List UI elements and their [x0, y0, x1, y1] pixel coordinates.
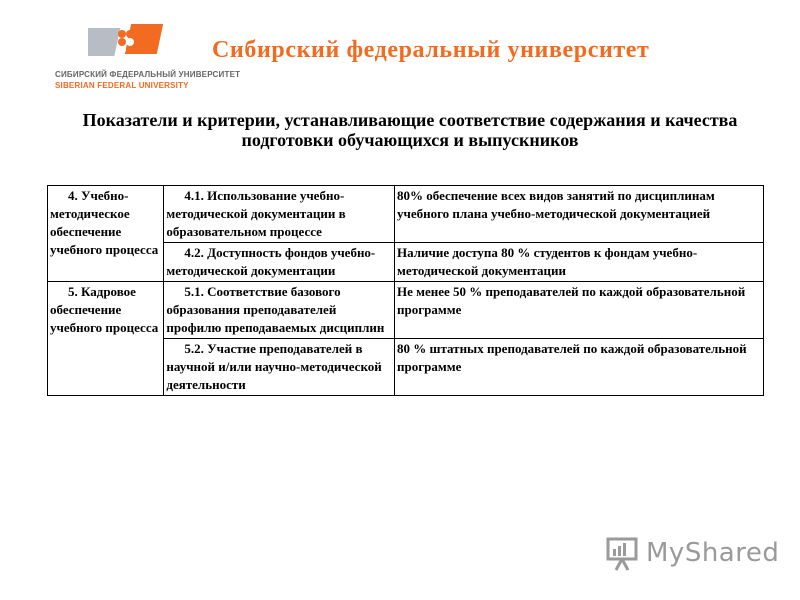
table-row: [48, 282, 764, 339]
presentation-board-icon: [606, 536, 640, 572]
myshared-watermark: [606, 534, 780, 574]
criterion-cell: 80 % штатных преподавателей по каждой образовательной программе: [395, 339, 764, 396]
slide-subtitle: Показатели и критерии, устанавливающие соответствие содержания и качества подготовки обучающихся и выпускников: [82, 110, 738, 150]
indicator-cell: 4.1. Использование учебно-методической документации в образовательном процессе: [164, 186, 395, 243]
university-logo: [55, 20, 241, 100]
logo-text-russian: СИБИРСКИЙ ФЕДЕРАЛЬНЫЙ УНИВЕРСИТЕТ: [55, 70, 241, 79]
criterion-cell: Наличие доступа 80 % студентов к фондам учебно-методической документации: [395, 243, 764, 282]
indicator-cell: 5.2. Участие преподавателей в научной и/или научно-методической деятельности: [164, 339, 395, 396]
group-cell: 4. Учебно-методическое обеспечение учебного процесса: [48, 186, 164, 282]
table-row: [48, 186, 764, 243]
watermark-text: MyShared: [646, 538, 780, 568]
indicator-cell: 5.1. Соответствие базового образования преподавателей профилю преподаваемых дисциплин: [164, 282, 395, 339]
logo-text-english: SIBERIAN FEDERAL UNIVERSITY: [55, 81, 189, 90]
university-title: Сибирский федеральный университет: [212, 37, 650, 63]
criteria-table: [47, 185, 764, 396]
indicator-cell: 4.2. Доступность фондов учебно-методической документации: [164, 243, 395, 282]
criterion-cell: 80% обеспечение всех видов занятий по дисциплинам учебного плана учебно-методической документацией: [395, 186, 764, 243]
criterion-cell: Не менее 50 % преподавателей по каждой образовательной программе: [395, 282, 764, 339]
sfu-emblem-icon: [88, 20, 166, 70]
group-cell: 5. Кадровое обеспечение учебного процесса: [48, 282, 164, 396]
